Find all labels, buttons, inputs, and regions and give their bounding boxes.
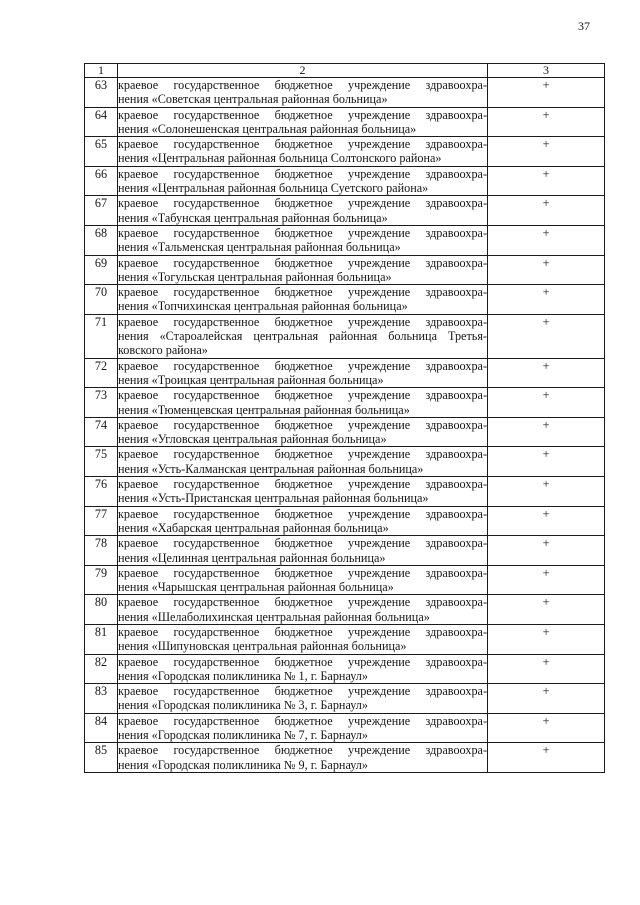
mark-cell: + xyxy=(488,285,605,315)
institution-name-line: краевое государственное бюджетное учреждение здравоохра- xyxy=(118,684,487,699)
institution-name-line: краевое государственное бюджетное учреждение здравоохра- xyxy=(118,255,487,270)
row-number-cell: 67 xyxy=(85,196,118,226)
institution-name-line: нения «Топчихинская центральная районная больница» xyxy=(118,299,408,314)
institution-name-line: нения «Городская поликлиника № 9, г. Барнаул» xyxy=(118,757,368,772)
table-row xyxy=(85,107,605,137)
institution-name-cell xyxy=(118,166,488,196)
row-number-cell: 75 xyxy=(85,447,118,477)
institution-name-cell xyxy=(118,654,488,684)
institution-name-line: ковского района» xyxy=(118,343,208,358)
row-number-cell: 71 xyxy=(85,314,118,358)
mark-cell: + xyxy=(488,743,605,773)
row-number-cell: 77 xyxy=(85,506,118,536)
institution-name-cell xyxy=(118,255,488,285)
institution-name-cell xyxy=(118,225,488,255)
header-column-3: 3 xyxy=(488,64,605,78)
mark-cell: + xyxy=(488,255,605,285)
institution-name-cell xyxy=(118,417,488,447)
institution-name-cell xyxy=(118,285,488,315)
institution-name-line: краевое государственное бюджетное учреждение здравоохра- xyxy=(118,477,487,492)
mark-cell: + xyxy=(488,595,605,625)
institution-name-line: нения «Тальменская центральная районная больница» xyxy=(118,240,401,255)
institution-name-line: нения «Городская поликлиника № 3, г. Барнаул» xyxy=(118,698,368,713)
row-number-cell: 63 xyxy=(85,78,118,108)
page-number: 37 xyxy=(578,19,590,33)
institution-name-line: нения «Хабарская центральная районная больница» xyxy=(118,520,389,535)
institution-name-line: краевое государственное бюджетное учреждение здравоохра- xyxy=(118,358,487,373)
table-row xyxy=(85,196,605,226)
table-row xyxy=(85,565,605,595)
institution-name-line: краевое государственное бюджетное учреждение здравоохра- xyxy=(118,743,487,758)
institution-name-line: краевое государственное бюджетное учреждение здравоохра- xyxy=(118,225,487,240)
table-row xyxy=(85,536,605,566)
table-row xyxy=(85,477,605,507)
row-number-cell: 79 xyxy=(85,565,118,595)
row-number-cell: 76 xyxy=(85,477,118,507)
institution-name-line: нения «Тогульская центральная районная больница» xyxy=(118,269,392,284)
mark-cell: + xyxy=(488,107,605,137)
mark-cell: + xyxy=(488,624,605,654)
institution-name-cell xyxy=(118,358,488,388)
mark-cell: + xyxy=(488,166,605,196)
table-row xyxy=(85,506,605,536)
institution-name-cell xyxy=(118,595,488,625)
table-row xyxy=(85,743,605,773)
mark-cell: + xyxy=(488,358,605,388)
institution-name-line: нения «Усть-Калманская центральная районная больница» xyxy=(118,461,424,476)
mark-cell: + xyxy=(488,536,605,566)
table-row xyxy=(85,314,605,358)
table-row xyxy=(85,447,605,477)
institution-name-cell xyxy=(118,477,488,507)
institution-name-line: нения «Советская центральная районная больница» xyxy=(118,92,388,107)
row-number-cell: 69 xyxy=(85,255,118,285)
row-number-cell: 70 xyxy=(85,285,118,315)
table-row xyxy=(85,654,605,684)
row-number-cell: 84 xyxy=(85,713,118,743)
table-row xyxy=(85,285,605,315)
mark-cell: + xyxy=(488,447,605,477)
mark-cell: + xyxy=(488,506,605,536)
row-number-cell: 85 xyxy=(85,743,118,773)
institution-name-line: нения «Чарышская центральная районная больница» xyxy=(118,580,394,595)
institution-name-cell xyxy=(118,137,488,167)
row-number-cell: 83 xyxy=(85,684,118,714)
institution-name-cell xyxy=(118,506,488,536)
institution-name-cell xyxy=(118,713,488,743)
institution-name-cell xyxy=(118,624,488,654)
row-number-cell: 73 xyxy=(85,388,118,418)
mark-cell: + xyxy=(488,314,605,358)
row-number-cell: 65 xyxy=(85,137,118,167)
table-row xyxy=(85,137,605,167)
mark-cell: + xyxy=(488,417,605,447)
row-number-cell: 74 xyxy=(85,417,118,447)
mark-cell: + xyxy=(488,684,605,714)
table-row xyxy=(85,684,605,714)
institution-name-line: краевое государственное бюджетное учреждение здравоохра- xyxy=(118,506,487,521)
table-row xyxy=(85,255,605,285)
institution-name-line: краевое государственное бюджетное учреждение здравоохра- xyxy=(118,417,487,432)
mark-cell: + xyxy=(488,196,605,226)
institution-name-cell xyxy=(118,107,488,137)
table-row xyxy=(85,358,605,388)
table-row xyxy=(85,166,605,196)
header-row xyxy=(85,64,605,78)
institution-name-line: краевое государственное бюджетное учреждение здравоохра- xyxy=(118,196,487,211)
institution-name-cell xyxy=(118,388,488,418)
institution-name-line: нения «Троицкая центральная районная больница» xyxy=(118,372,384,387)
mark-cell: + xyxy=(488,137,605,167)
table-row xyxy=(85,417,605,447)
institution-name-line: нения «Шипуновская центральная районная больница» xyxy=(118,639,407,654)
institution-name-line: краевое государственное бюджетное учреждение здравоохра- xyxy=(118,137,487,152)
institution-name-line: краевое государственное бюджетное учреждение здравоохра- xyxy=(118,654,487,669)
table-body xyxy=(85,78,605,773)
header-column-2: 2 xyxy=(118,64,488,78)
institution-name-line: нения «Тюменцевская центральная районная больница» xyxy=(118,402,410,417)
row-number-cell: 68 xyxy=(85,225,118,255)
row-number-cell: 66 xyxy=(85,166,118,196)
institution-name-line: краевое государственное бюджетное учреждение здравоохра- xyxy=(118,536,487,551)
institution-name-cell xyxy=(118,684,488,714)
institution-name-line: краевое государственное бюджетное учреждение здравоохра- xyxy=(118,285,487,300)
institution-name-line: краевое государственное бюджетное учреждение здравоохра- xyxy=(118,565,487,580)
table-row xyxy=(85,78,605,108)
row-number-cell: 72 xyxy=(85,358,118,388)
header-column-1: 1 xyxy=(85,64,118,78)
institution-name-line: краевое государственное бюджетное учреждение здравоохра- xyxy=(118,107,487,122)
institution-name-line: нения «Городская поликлиника № 7, г. Барнаул» xyxy=(118,728,368,743)
row-number-cell: 78 xyxy=(85,536,118,566)
row-number-cell: 80 xyxy=(85,595,118,625)
institution-name-line: краевое государственное бюджетное учреждение здравоохра- xyxy=(118,595,487,610)
table-row xyxy=(85,225,605,255)
institutions-table xyxy=(84,63,605,773)
institution-name-line: краевое государственное бюджетное учреждение здравоохра- xyxy=(118,314,487,329)
mark-cell: + xyxy=(488,654,605,684)
institution-name-line: нения «Целинная центральная районная больница» xyxy=(118,550,386,565)
institution-name-cell xyxy=(118,78,488,108)
table-header xyxy=(85,64,605,78)
institution-name-line: краевое государственное бюджетное учреждение здравоохра- xyxy=(118,78,487,92)
institution-name-line: краевое государственное бюджетное учреждение здравоохра- xyxy=(118,388,487,403)
mark-cell: + xyxy=(488,78,605,108)
institution-name-line: нения «Усть-Пристанская центральная районная больница» xyxy=(118,491,429,506)
institution-name-line: краевое государственное бюджетное учреждение здравоохра- xyxy=(118,624,487,639)
institution-name-line: краевое государственное бюджетное учреждение здравоохра- xyxy=(118,447,487,462)
mark-cell: + xyxy=(488,565,605,595)
institution-name-line: нения «Табунская центральная районная больница» xyxy=(118,210,388,225)
table-row xyxy=(85,713,605,743)
institution-name-line: нения «Староалейская центральная районная больница Третья- xyxy=(118,329,487,344)
table-row xyxy=(85,388,605,418)
institution-name-cell xyxy=(118,196,488,226)
institution-name-line: краевое государственное бюджетное учреждение здравоохра- xyxy=(118,713,487,728)
mark-cell: + xyxy=(488,225,605,255)
institution-name-cell xyxy=(118,447,488,477)
row-number-cell: 81 xyxy=(85,624,118,654)
mark-cell: + xyxy=(488,388,605,418)
institution-name-line: нения «Центральная районная больница Солтонского района» xyxy=(118,151,442,166)
institution-name-line: краевое государственное бюджетное учреждение здравоохра- xyxy=(118,166,487,181)
institution-name-line: нения «Угловская центральная районная больница» xyxy=(118,432,387,447)
row-number-cell: 64 xyxy=(85,107,118,137)
table-row xyxy=(85,595,605,625)
institution-name-line: нения «Городская поликлиника № 1, г. Барнаул» xyxy=(118,668,368,683)
table-row xyxy=(85,624,605,654)
institution-name-cell xyxy=(118,565,488,595)
institution-name-cell xyxy=(118,743,488,773)
mark-cell: + xyxy=(488,713,605,743)
institution-name-cell xyxy=(118,314,488,358)
institution-name-line: нения «Солонешенская центральная районная больница» xyxy=(118,121,417,136)
mark-cell: + xyxy=(488,477,605,507)
institution-name-line: нения «Центральная районная больница Суетского района» xyxy=(118,181,429,196)
institution-name-cell xyxy=(118,536,488,566)
institution-name-line: нения «Шелаболихинская центральная районная больница» xyxy=(118,609,430,624)
row-number-cell: 82 xyxy=(85,654,118,684)
